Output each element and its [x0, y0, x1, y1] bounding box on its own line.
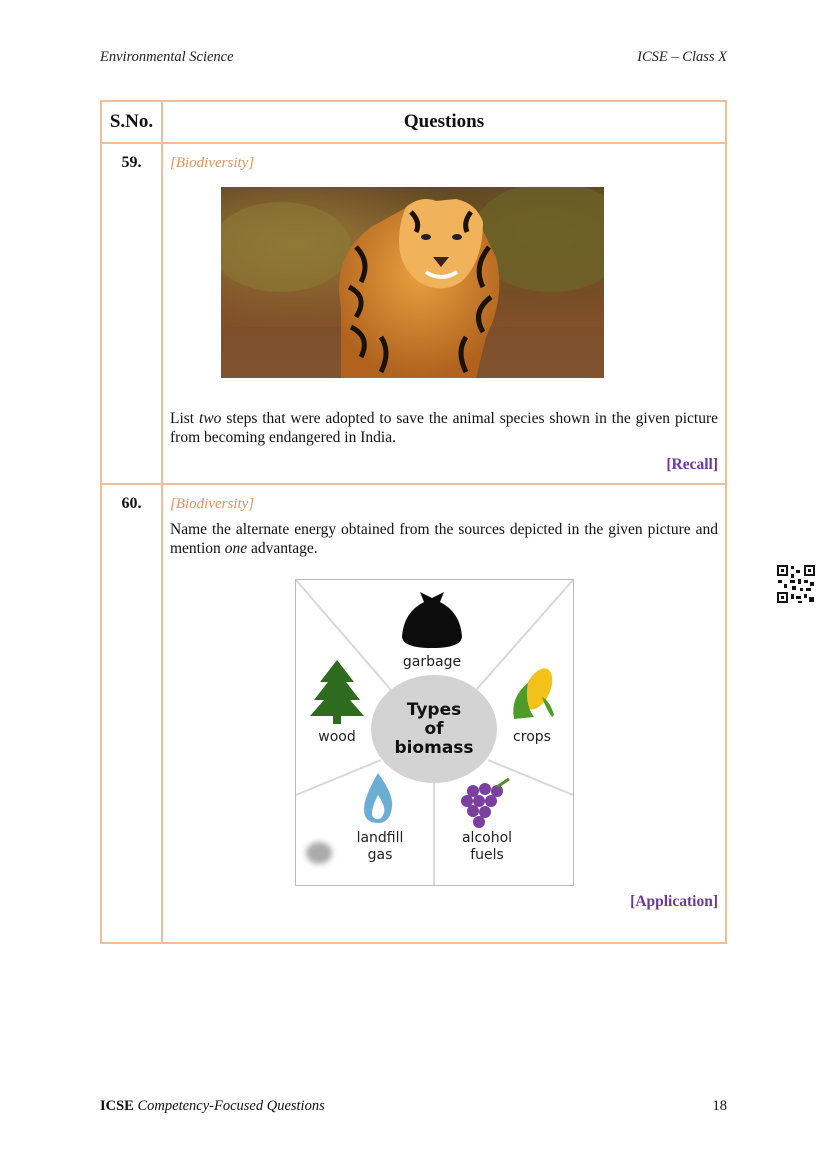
biomass-center-label: Types of biomass: [394, 699, 474, 758]
col-header-sno: S.No.: [101, 101, 162, 143]
corn-icon: [508, 667, 558, 721]
footer-title: [100, 1098, 325, 1115]
question-text: List two steps that were adopted to save the animal species shown in the given picture from becoming endangered in India.: [170, 410, 718, 446]
question-tag: [Recall]: [666, 456, 718, 473]
flame-icon: [360, 773, 396, 825]
question-tag: [Application]: [630, 893, 718, 910]
qr-code-icon: [776, 564, 816, 604]
biomass-center-circle: [371, 675, 497, 783]
question-topic: [Biodiversity]: [170, 496, 255, 512]
wood-label: wood: [318, 729, 356, 745]
header-class: ICSE – Class X: [637, 49, 727, 65]
biomass-diagram: [295, 579, 574, 886]
tiger-photo: [221, 187, 604, 378]
landfill-gas-label: landfill gas: [356, 830, 404, 863]
footer-brand: ICSE: [100, 1098, 134, 1114]
crops-label: crops: [513, 729, 551, 745]
question-text: Name the alternate energy obtained from the sources depicted in the given picture and mention one advantage.: [170, 521, 718, 557]
page-number: 18: [712, 1098, 727, 1114]
garbage-bag-icon: [400, 588, 464, 650]
alcohol-fuels-label: alcohol fuels: [461, 830, 513, 863]
table-header-row: [101, 101, 726, 143]
tiger-illustration: [221, 187, 604, 378]
footer-subtitle: Competency-Focused Questions: [137, 1098, 325, 1114]
blurred-mark: [306, 842, 332, 864]
col-header-questions: Questions: [162, 101, 726, 143]
header-subject: Environmental Science: [100, 49, 234, 65]
question-number: 60.: [101, 484, 162, 943]
grapes-icon: [459, 777, 515, 829]
garbage-label: garbage: [402, 654, 462, 670]
tree-icon: [308, 660, 366, 724]
question-topic: [Biodiversity]: [170, 155, 255, 171]
question-number: 59.: [101, 143, 162, 484]
